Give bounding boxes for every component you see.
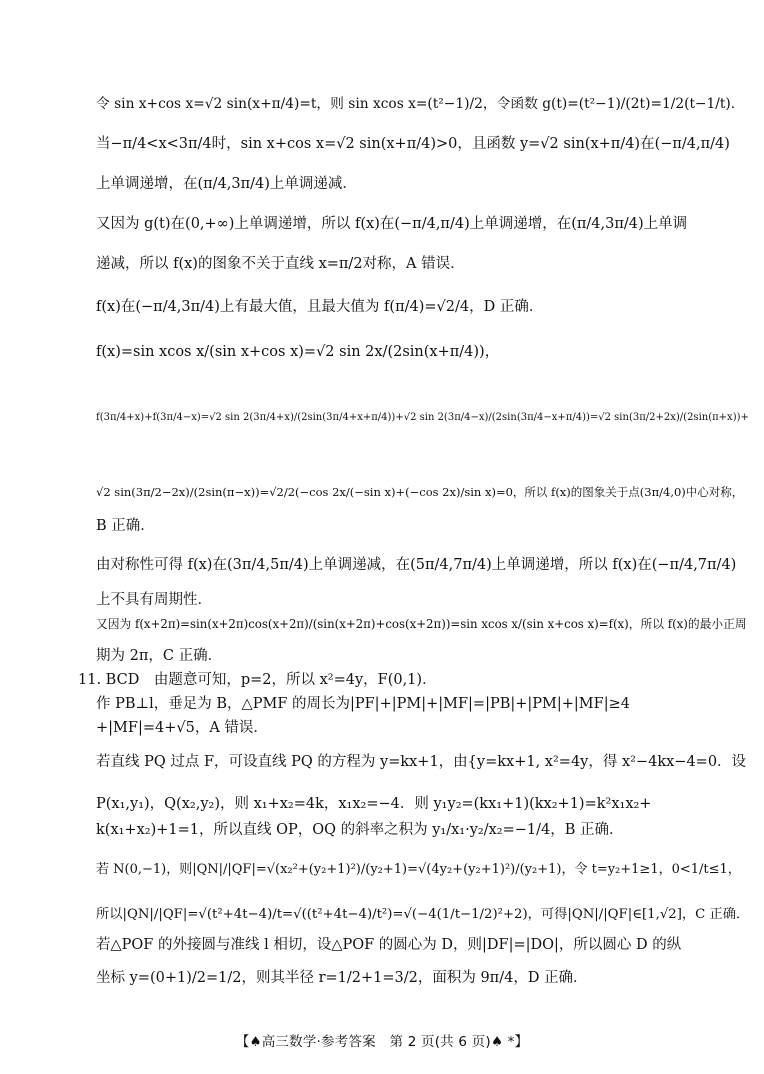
text-line: √2 sin(3π/2−2x)/(2sin(π−x))=√2/2(−cos 2x/(−sin x)+(−cos 2x)/sin x)=0，所以 f(x)的图象关于点(3π/4,0)中心对称， <box>96 485 744 499</box>
footer-text: 高三数学·参考答案 第 2 页(共 6 页) <box>261 1034 491 1050</box>
text-line: k(x₁+x₂)+1=1，所以直线 OP，OQ 的斜率之积为 y₁/x₁·y₂/x₂=−1/4，B 正确． <box>96 822 624 838</box>
text-line: 坐标 y=(0+1)/2=1/2，则其半径 r=1/2+1=3/2，面积为 9π/4，D 正确． <box>96 970 588 986</box>
text-line: 作 PB⊥l，垂足为 B，△PMF 的周长为|PF|+|PM|+|MF|=|PB|+|PM|+|MF|≥4 <box>96 696 630 712</box>
text-line: 若△POF 的外接圆与准线 l 相切，设△POF 的圆心为 D，则|DF|=|DO|，所以圆心 D 的纵 <box>96 937 682 953</box>
text-line: 若直线 PQ 过点 F，可设直线 PQ 的方程为 y=kx+1，由{y=kx+1, x²=4y，得 x²−4kx−4=0．设 <box>96 754 747 770</box>
text-line: 11. BCD 由题意可知，p=2，所以 x²=4y，F(0,1)． <box>78 672 437 688</box>
text-line: B 正确． <box>96 518 155 534</box>
spade-icon: ♠ <box>249 1034 262 1050</box>
text-line: 所以|QN|/|QF|=√(t²+4t−4)/t=√((t²+4t−4)/t²)=√(−4(1/t−1/2)²+2)，可得|QN|/|QF|∈[1,√2]，C 正确． <box>96 907 750 922</box>
text-line: 由对称性可得 f(x)在(3π/4,5π/4)上单调递减，在(5π/4,7π/4)上单调递增，所以 f(x)在(−π/4,7π/4) <box>96 557 737 573</box>
text-line: 递减，所以 f(x)的图象不关于直线 x=π/2对称，A 错误． <box>96 256 465 272</box>
text-line: 令 sin x+cos x=√2 sin(x+π/4)=t，则 sin xcos x=(t²−1)/2，令函数 g(t)=(t²−1)/(2t)=1/2(t−1/t)． <box>96 96 745 112</box>
text-line: +|MF|=4+√5，A 错误． <box>96 720 268 736</box>
text-line: P(x₁,y₁)，Q(x₂,y₂)，则 x₁+x₂=4k，x₁x₂=−4．则 y₁y₂=(kx₁+1)(kx₂+1)=k²x₁x₂+ <box>96 796 652 812</box>
text-line: f(x)在(−π/4,3π/4)上有最大值，且最大值为 f(π/4)=√2/4，D 正确． <box>96 299 544 315</box>
text-line: 当−π/4<x<3π/4时，sin x+cos x=√2 sin(x+π/4)>0，且函数 y=√2 sin(x+π/4)在(−π/4,π/4) <box>96 136 730 152</box>
text-line: f(x)=sin xcos x/(sin x+cos x)=√2 sin 2x/(2sin(x+π/4))， <box>96 344 500 360</box>
text-line: f(3π/4+x)+f(3π/4−x)=√2 sin 2(3π/4+x)/(2sin(3π/4+x+π/4))+√2 sin 2(3π/4−x)/(2sin(3π/4−x+π/4))=√2 sin(3π/2+2x)/(2sin(π+x))+ <box>96 412 749 423</box>
footer-open-bracket: 【 <box>235 1034 250 1050</box>
text-line: 期为 2π，C 正确． <box>96 648 223 664</box>
text-line: 又因为 f(x+2π)=sin(x+2π)cos(x+2π)/(sin(x+2π)+cos(x+2π))=sin xcos x/(sin x+cos x)=f(x)，所以 f(x)的最小正周 <box>96 617 747 631</box>
text-line: 若 N(0,−1)，则|QN|/|QF|=√(x₂²+(y₂+1)²)/(y₂+1)=√(4y₂+(y₂+1)²)/(y₂+1)，令 t=y₂+1≥1，0<1/t≤1， <box>96 862 741 877</box>
text-line: 又因为 g(t)在(0,+∞)上单调递增，所以 f(x)在(−π/4,π/4)上单调递增，在(π/4,3π/4)上单调 <box>96 216 688 232</box>
text-line: 上不具有周期性． <box>96 592 212 608</box>
text-line: 上单调递增，在(π/4,3π/4)上单调递减． <box>96 176 357 192</box>
footer-star: * <box>507 1034 515 1050</box>
spade-icon: ♠ <box>490 1034 504 1050</box>
footer-close-bracket: 】 <box>514 1034 529 1050</box>
page-footer <box>0 1030 764 1050</box>
